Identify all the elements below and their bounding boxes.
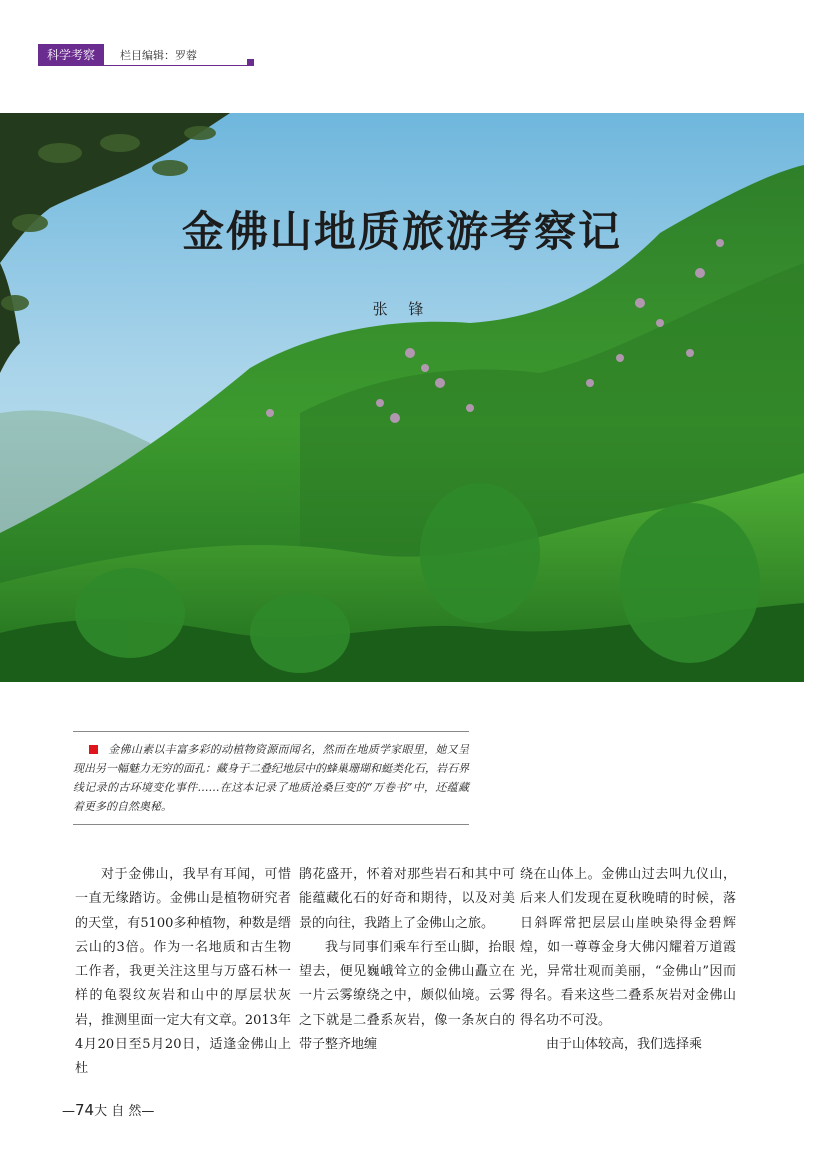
footer-dash: — bbox=[62, 1104, 75, 1119]
paragraph: 鹃花盛开，怀着对那些岩石和其中可能蕴藏化石的好奇和期待，以及对美景的向往，我踏上了金佛山之旅。 bbox=[299, 867, 515, 931]
abstract-top-rule bbox=[73, 731, 469, 732]
page-footer bbox=[62, 1100, 154, 1119]
section-header bbox=[38, 44, 218, 66]
body-column-2 bbox=[299, 863, 515, 1057]
section-tag: 科学考察 bbox=[38, 44, 104, 66]
paragraph: 由于山体较高，我们选择乘 bbox=[546, 1037, 703, 1053]
author-name: 张 锋 bbox=[372, 300, 432, 318]
footer-dash: — bbox=[141, 1104, 155, 1119]
body-column-3 bbox=[520, 863, 736, 1057]
article-title: 金佛山地质旅游考察记 bbox=[181, 207, 622, 256]
abstract bbox=[73, 740, 469, 816]
magazine-name: 大 自 然 bbox=[94, 1104, 142, 1119]
hero-photo bbox=[0, 113, 804, 682]
abstract-bottom-rule bbox=[73, 824, 469, 825]
header-square bbox=[247, 59, 254, 66]
header-rule bbox=[104, 65, 250, 66]
abstract-text: 金佛山素以丰富多彩的动植物资源而闻名，然而在地质学家眼里，她又呈现出另一幅魅力无穷的面孔：藏身于二叠纪地层中的蜂巢珊瑚和蜓类化石，岩石界线记录的古环境变化事件……在这本记录了地质沧桑巨变的“万卷书”中，还蕴藏着更多的自然奥秘。 bbox=[73, 743, 469, 813]
paragraph: 我与同事们乘车行至山脚，抬眼望去，便见巍峨耸立的金佛山矗立在一片云雾缭绕之中，颇似仙境。云雾之下就是二叠系灰岩，像一条灰白的带子整齐地缠 bbox=[299, 939, 515, 1053]
paragraph: 绕在山体上。金佛山过去叫九仪山，后来人们发现在夏秋晚晴的时候，落日斜晖常把层层山崖映染得金碧辉煌，如一尊尊金身大佛闪耀着万道霞光，异常壮观而美丽，“金佛山”因而得名。看来这些二叠系灰岩对金佛山得名功不可没。 bbox=[520, 867, 736, 1028]
body-column-1 bbox=[75, 863, 291, 1082]
column-editor: 栏目编辑：罗蓉 bbox=[120, 49, 197, 62]
abstract-box bbox=[73, 731, 469, 825]
page-number: 74 bbox=[75, 1101, 95, 1119]
red-square-marker-icon bbox=[89, 745, 98, 754]
paragraph: 对于金佛山，我早有耳闻，可惜一直无缘踏访。金佛山是植物研究者的天堂，有5100多种植物，种数是缙云山的3倍。作为一名地质和古生物工作者，我更关注这里与万盛石林一样的龟裂纹灰岩和山中的厚层状灰岩，推测里面一定大有文章。2013年4月20日至5月20日，适逢金佛山上杜 bbox=[75, 867, 291, 1077]
